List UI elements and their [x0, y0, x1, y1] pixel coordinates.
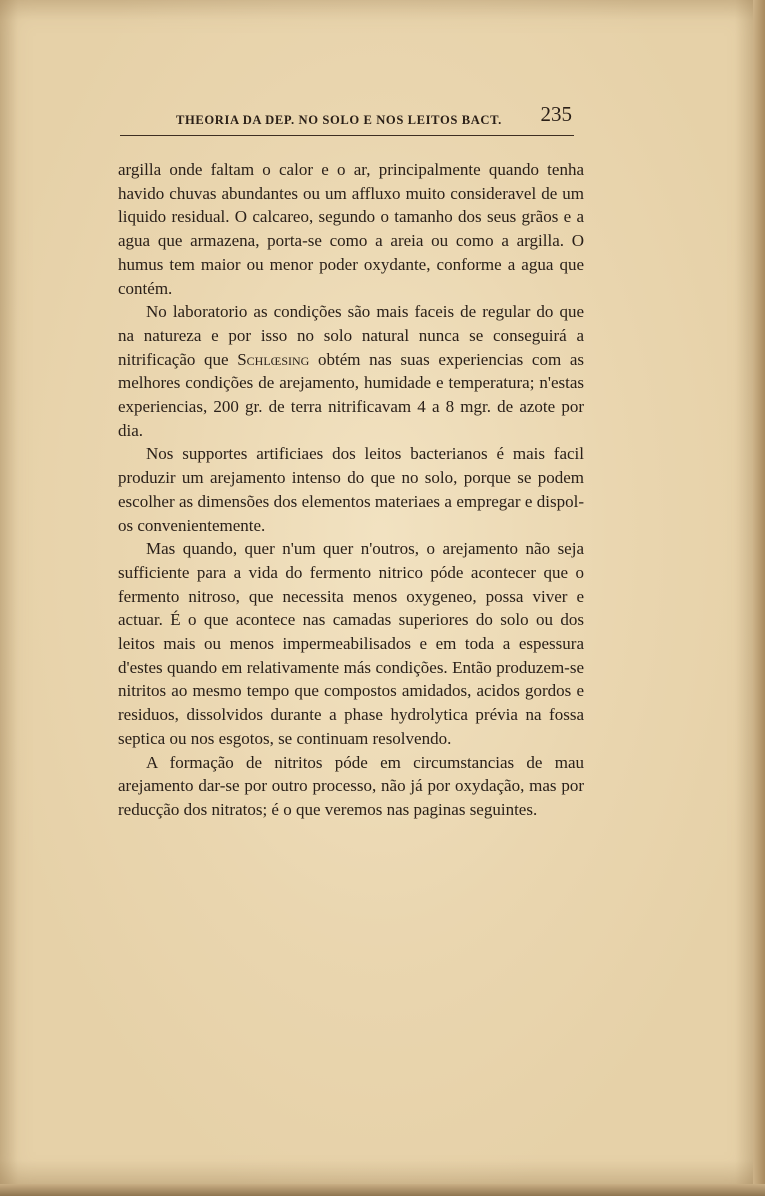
page-edge-bottom: [0, 1184, 765, 1196]
author-name: Schlœsing: [237, 349, 310, 369]
paragraph-4-text: Mas quando, quer n'um quer n'outros, o arejamento não seja sufficiente para a vida do fermento nitrico póde acontecer que o fermento nitroso, que necessita menos oxygeneo, possa viver e actuar. É o que acontece nas camadas superiores do solo ou dos leitos mais ou menos impermeabilisados e em toda a espessura d'estes quando em relativamente más condições. Então produzem-se nitritos ao mesmo tempo que compostos amidados, acidos gordos e residuos, dissolvidos durante a phase hydrolytica prévia na fossa septica ou nos esgotos, se continuam resolvendo.: [118, 539, 584, 748]
paragraph-2-text: [118, 300, 584, 442]
header-rule: [120, 135, 574, 136]
paragraph-2-after: obtém nas suas experiencias com as melhores condições de arejamento, humidade e temperatura; n'estas experiencias, 200 gr. de terra nitrificavam 4 a 8 mgr. de azote por dia.: [118, 349, 584, 440]
running-title: THEORIA DA DEP. NO SOLO E NOS LEITOS BACT.: [176, 113, 502, 127]
paragraph-5-text: A formação de nitritos póde em circumstancias de mau arejamento dar-se por outro processo, não já por oxydação, mas por reducção dos nitratos; é o que veremos nas paginas seguintes.: [118, 752, 584, 819]
page-number: 235: [540, 102, 572, 126]
paragraph-2: [118, 300, 584, 442]
body-text: [118, 158, 584, 822]
paragraph-1-text: argilla onde faltam o calor e o ar, principalmente quando tenha havido chuvas abundantes ou um affluxo muito consideravel de um liquido residual. O calcareo, segundo o tamanho dos seus grãos e a agua que armazena, porta-se como a areia ou como a argilla. O humus tem maior ou menor poder oxydante, conforme a agua que contém.: [118, 160, 584, 298]
paragraph-4: [118, 537, 584, 750]
page-header: [118, 100, 574, 132]
paragraph-1: [118, 158, 584, 300]
paragraph-5: [118, 751, 584, 822]
paragraph-2-before: No laboratorio as condições são mais faceis de regular do que na natureza e por isso no solo natural nunca se conseguirá a nitrificação que: [118, 302, 584, 369]
paragraph-3-text: Nos supportes artificiaes dos leitos bacterianos é mais facil produzir um arejamento intenso do que no solo, porque se podem escolher as dimensões dos elementos materiaes a empregar e dispol-os convenientemente.: [118, 444, 584, 535]
paragraph-3: [118, 442, 584, 537]
page-edge-right: [753, 0, 765, 1196]
